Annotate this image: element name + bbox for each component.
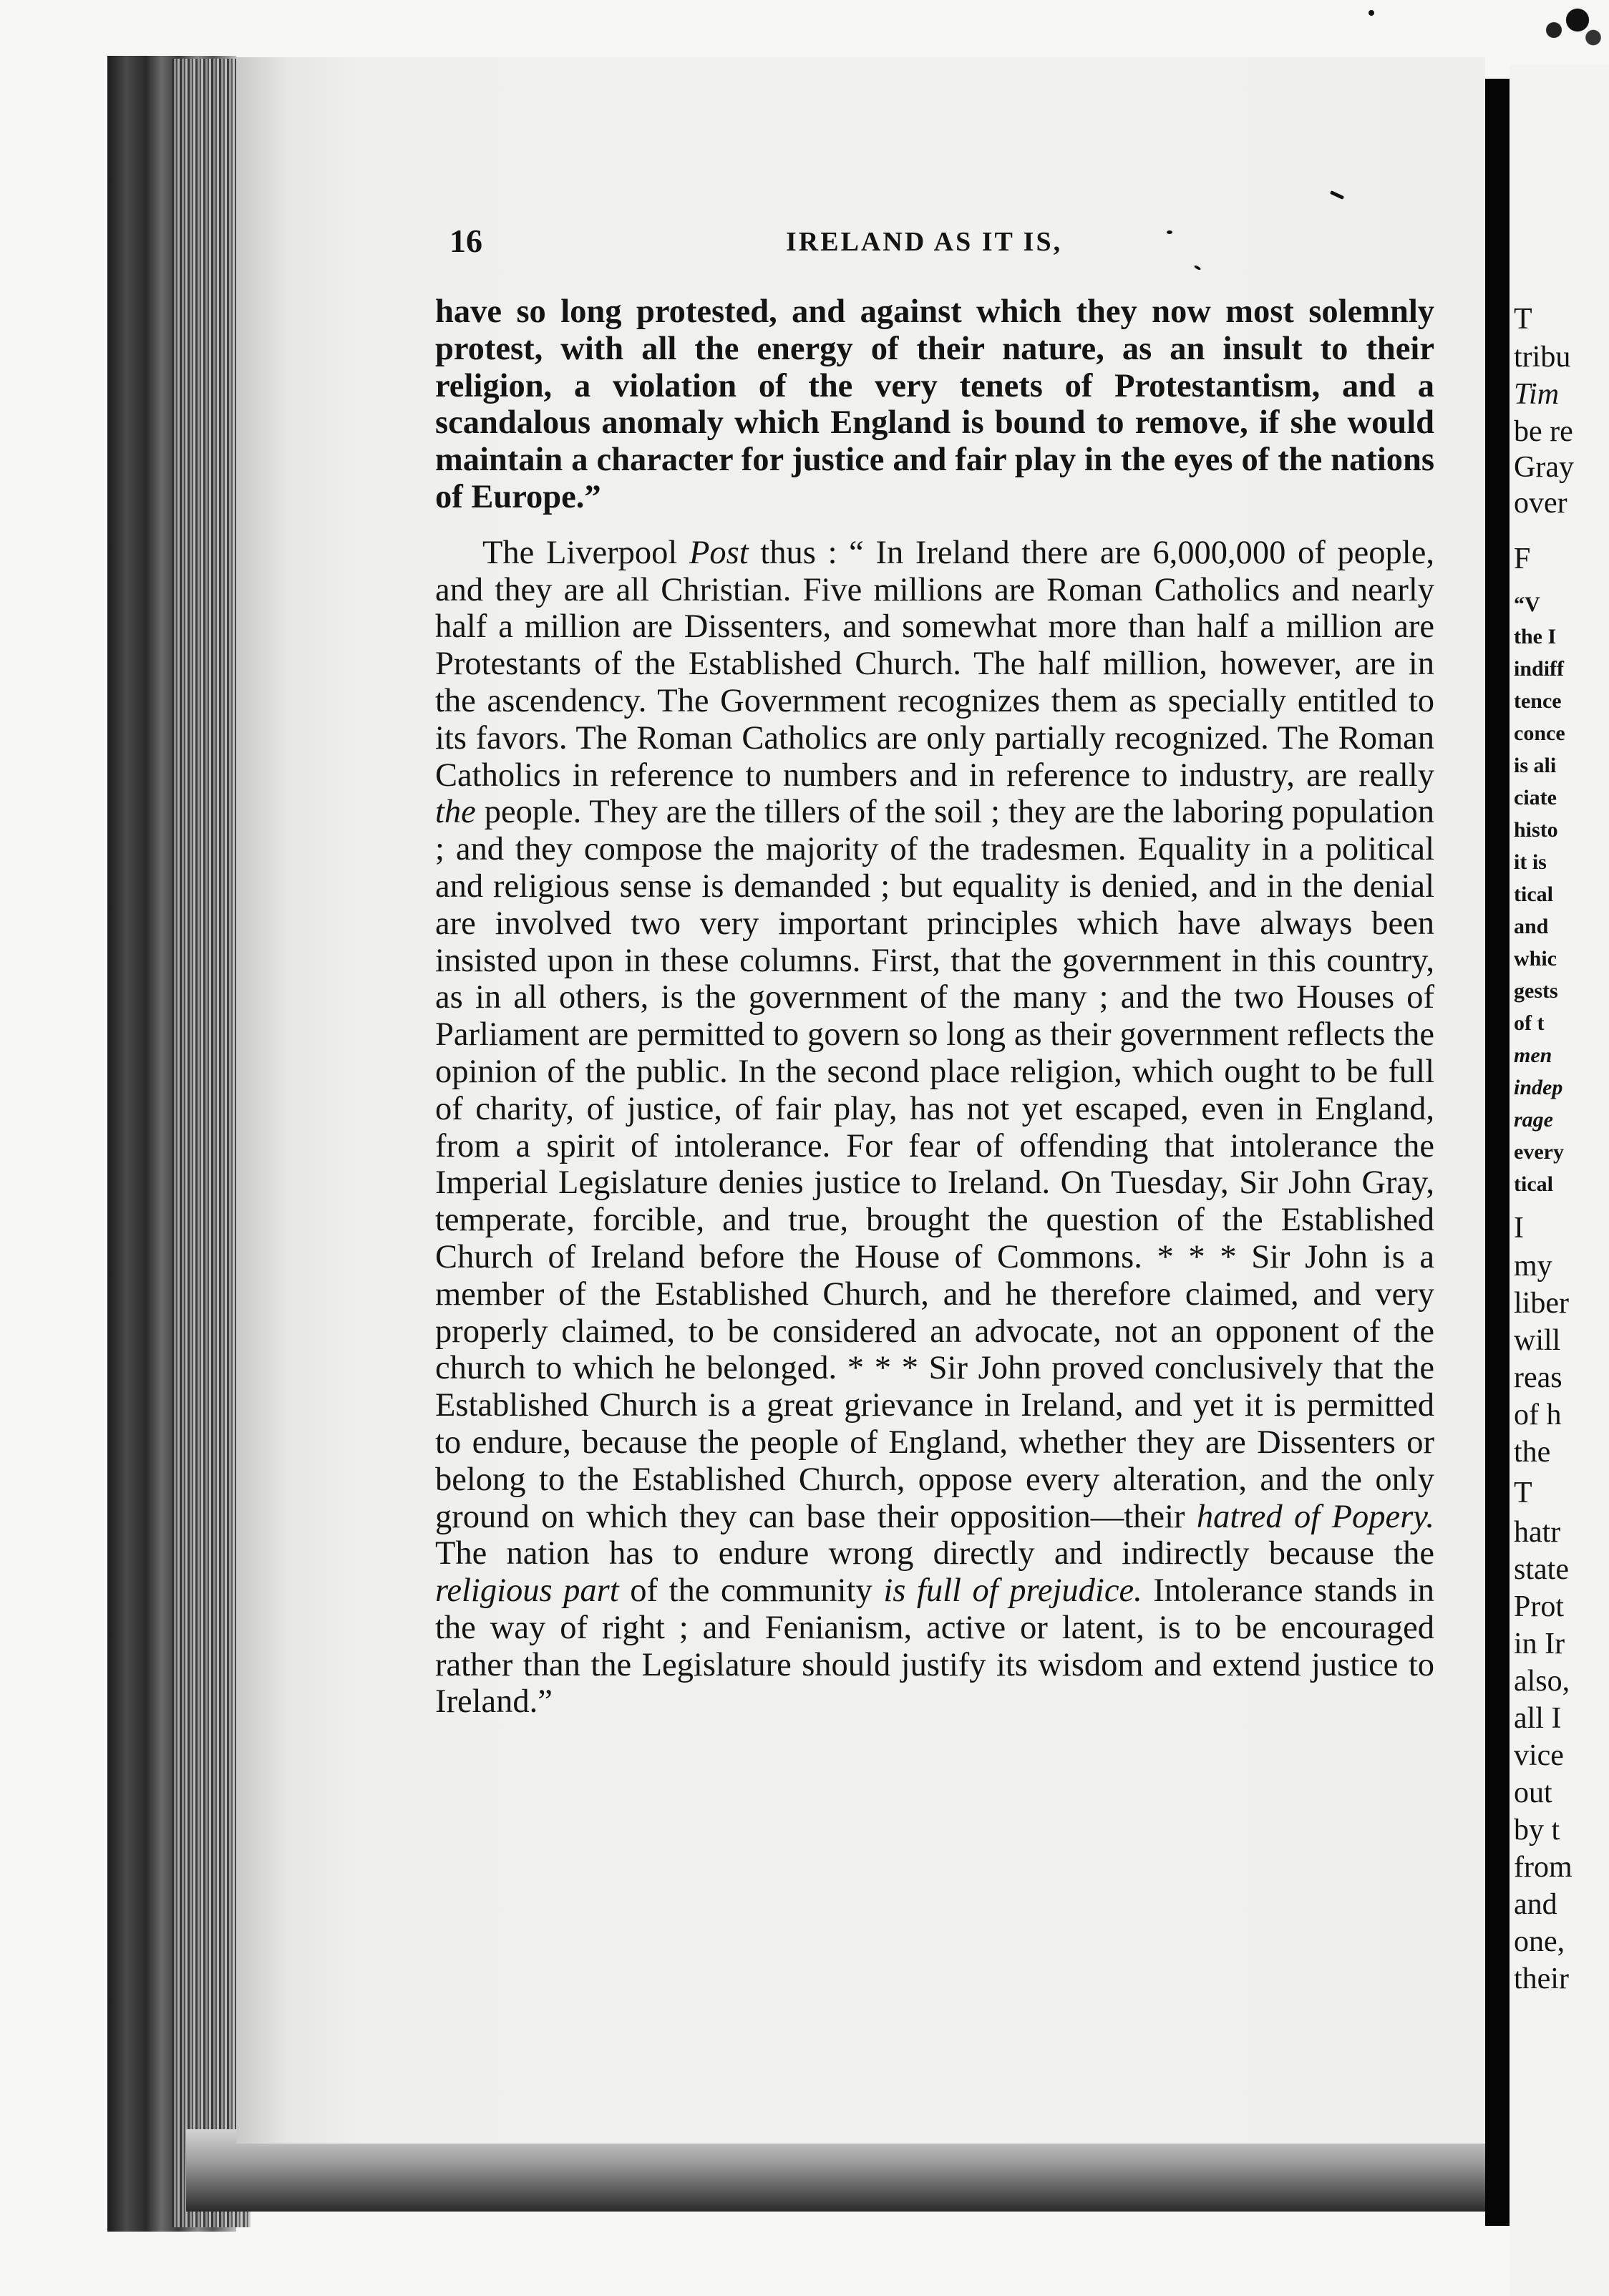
facing-page-line: and bbox=[1514, 915, 1549, 938]
text-run: The nation has to endure wrong directly and indirectly because the bbox=[435, 1535, 1434, 1572]
italic-run: religious part bbox=[435, 1572, 619, 1610]
italic-run: Post bbox=[689, 534, 749, 571]
facing-page-line: of t bbox=[1514, 1011, 1545, 1035]
facing-page-line: in Ir bbox=[1514, 1628, 1565, 1660]
italic-run: the bbox=[435, 794, 476, 831]
facing-page-line: histo bbox=[1514, 818, 1558, 842]
paragraph-continuation: have so long protested, and against which they now most solemnly protest, with all the energy of their nature, as an insult to their religion, a violation of the very tenets of Protestantism, and a scandalous anomaly which England is bound to remove, if she would maintain a character for justice and fair play in the eyes of the nations of Europe.” bbox=[435, 293, 1434, 515]
facing-page-line: tence bbox=[1514, 689, 1562, 713]
facing-page-line: T bbox=[1514, 1477, 1532, 1509]
facing-page-line: ciate bbox=[1514, 786, 1557, 809]
facing-page-line: every bbox=[1514, 1140, 1564, 1164]
facing-page-line: be re bbox=[1514, 415, 1573, 448]
facing-page-line: state bbox=[1514, 1553, 1569, 1586]
facing-page-line: liber bbox=[1514, 1287, 1569, 1320]
facing-page-line: T bbox=[1514, 303, 1532, 336]
facing-page-line: indep bbox=[1514, 1076, 1563, 1099]
facing-page-line: Tim bbox=[1514, 378, 1560, 411]
facing-page-line: is ali bbox=[1514, 754, 1557, 777]
facing-page-line: from bbox=[1514, 1851, 1572, 1884]
facing-page bbox=[1510, 64, 1609, 2296]
facing-page-line: one, bbox=[1514, 1925, 1565, 1958]
facing-page-line: tical bbox=[1514, 882, 1553, 906]
facing-page-line: by t bbox=[1514, 1814, 1560, 1847]
text-run: The Liverpool bbox=[482, 534, 690, 571]
facing-page-line: over bbox=[1514, 487, 1567, 520]
facing-page-line: I bbox=[1514, 1212, 1524, 1245]
facing-page-line: F bbox=[1514, 543, 1531, 575]
facing-page-line: tribu bbox=[1514, 341, 1571, 374]
ink-speck bbox=[1369, 10, 1374, 16]
ink-blot bbox=[1530, 0, 1609, 50]
page-number: 16 bbox=[449, 223, 482, 259]
facing-page-line: gests bbox=[1514, 979, 1558, 1003]
page-body bbox=[435, 293, 1434, 1721]
facing-page-line: Gray bbox=[1514, 451, 1574, 484]
facing-page-line: “V bbox=[1514, 593, 1540, 616]
running-head: IRELAND AS IT IS, bbox=[786, 227, 1063, 257]
facing-page-line: it is bbox=[1514, 850, 1547, 874]
facing-page-line: reas bbox=[1514, 1361, 1562, 1394]
italic-run: hatred of Popery. bbox=[1196, 1498, 1434, 1535]
facing-page-line: hatr bbox=[1514, 1516, 1561, 1549]
italic-run: is full of prejudice. bbox=[883, 1572, 1142, 1610]
paragraph-liverpool-post bbox=[435, 535, 1434, 1721]
facing-page-line: and bbox=[1514, 1888, 1557, 1921]
facing-page-line: Prot bbox=[1514, 1590, 1565, 1623]
facing-page-line: vice bbox=[1514, 1739, 1564, 1772]
facing-page-line: will bbox=[1514, 1324, 1561, 1357]
text-run: Intolerance stands in the way of right ; and Fenianism, active or latent, is to be encouraged rather than the Legislature should justify its wisdom and extend justice to Ireland.” bbox=[435, 1572, 1434, 1721]
text-run: people. They are the tillers of the soil ; they are the laboring population ; and they compose the majority of the tradesmen. Equality in a political and religious sense is demanded ; but equality is denied, and in the denial are involved two very important principles which have always been insisted upon in these columns. First, that the government in this country, as in all others, is the government of the many ; and the two Houses of Parliament are permitted to govern so long as their government reflects the opinion of the public. In the second place religion, which ought to be full of charity, of justice, of fair play, has not yet escaped, even in England, from a spirit of intolerance. For fear of offending that intolerance the Imperial Legislature denies justice to Ireland. On Tuesday, Sir John Gray, temperate, forcible, and true, brought the question of the Established Church of Ireland before the House of Commons. * * * Sir John is a member of the Established Church, and he therefore claimed, and very properly claimed, to be considered an advocate, not an opponent of the church to which he belonged. * * * Sir John proved conclusively that the Established Church is a great grievance in Ireland, and yet it is permitted to endure, because the people of England, whether they are Dissenters or belong to the Established Church, oppose every alteration, and the only ground on which they can base their opposition—their bbox=[435, 794, 1434, 1535]
page-header bbox=[449, 222, 1452, 265]
facing-page-line: all I bbox=[1514, 1702, 1562, 1735]
facing-page-line: my bbox=[1514, 1250, 1552, 1283]
text-run: thus : “ In Ireland there are 6,000,000 of people, and they are all Christian. Five millions are Roman Catholics and nearly half a million are Dissenters, and somewhat more than half a million are Protestants of the Established Church. The half million, however, are in the ascendency. The Government recognizes them as specially entitled to its favors. The Roman Catholics are only partially recognized. The Roman Catholics in reference to numbers and in reference to industry, are really bbox=[435, 534, 1434, 794]
spine-gutter bbox=[1485, 79, 1510, 2226]
facing-page-line: of h bbox=[1514, 1398, 1562, 1431]
facing-page-line: rage bbox=[1514, 1108, 1553, 1132]
facing-page-line: men bbox=[1514, 1044, 1552, 1067]
text-run: of the community bbox=[618, 1572, 884, 1610]
facing-page-line: the I bbox=[1514, 625, 1557, 648]
facing-page-line: whic bbox=[1514, 947, 1557, 971]
facing-page-line: out bbox=[1514, 1776, 1552, 1809]
facing-page-line: indiff bbox=[1514, 657, 1565, 681]
facing-page-line: tical bbox=[1514, 1172, 1553, 1196]
facing-page-line: conce bbox=[1514, 721, 1565, 745]
facing-page-line: also, bbox=[1514, 1665, 1570, 1698]
facing-page-line: the bbox=[1514, 1436, 1551, 1469]
facing-page-line: their bbox=[1514, 1962, 1569, 1995]
